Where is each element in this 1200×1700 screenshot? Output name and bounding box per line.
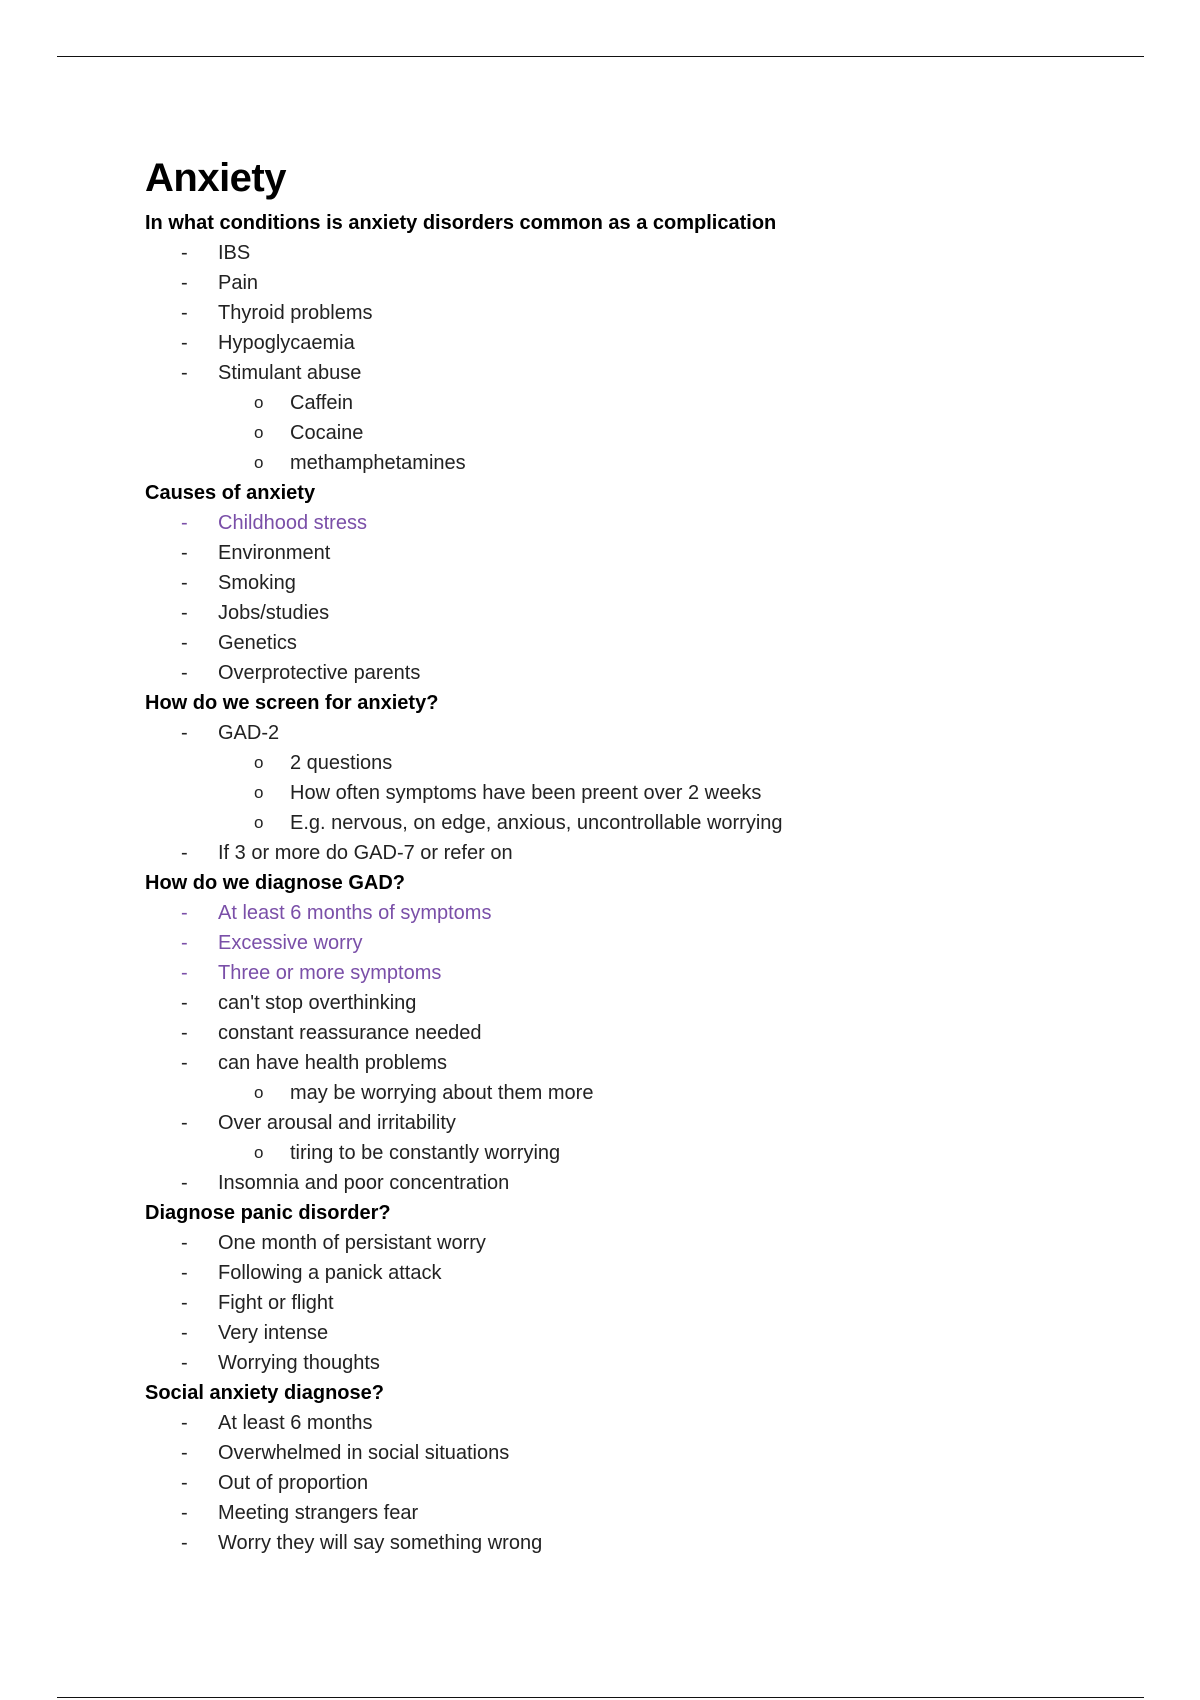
dash-bullet-icon: - (181, 1052, 188, 1074)
list-item (145, 358, 1105, 388)
list-item-text: Genetics (218, 632, 297, 654)
list-item (145, 1348, 1105, 1378)
section-heading: Causes of anxiety (145, 482, 316, 504)
dash-bullet-icon: - (181, 1292, 188, 1314)
list-item (145, 1258, 1105, 1288)
dash-bullet-icon: - (181, 1112, 188, 1134)
circle-bullet-icon: o (254, 393, 264, 412)
list-item-text: Over arousal and irritability (218, 1112, 456, 1134)
dash-bullet-icon: - (181, 1502, 188, 1524)
dash-bullet-icon: - (181, 542, 188, 564)
list-item (145, 658, 1105, 688)
sub-list-item (145, 388, 1105, 418)
dash-bullet-icon: - (181, 1022, 188, 1044)
dash-bullet-icon: - (181, 1262, 188, 1284)
header-rule (57, 56, 1144, 57)
list-item (145, 238, 1105, 268)
list-item-text: How often symptoms have been preent over 2 weeks (290, 782, 762, 804)
list-item (145, 508, 1105, 538)
list-item-text: At least 6 months of symptoms (218, 902, 492, 924)
circle-bullet-icon: o (254, 1143, 264, 1162)
dash-bullet-icon: - (181, 512, 188, 534)
dash-bullet-icon: - (181, 662, 188, 684)
footer-rule (57, 1697, 1144, 1698)
dash-bullet-icon: - (181, 1412, 188, 1434)
list-item-text: E.g. nervous, on edge, anxious, uncontrollable worrying (290, 812, 783, 834)
list-item-text: Environment (218, 542, 331, 564)
sub-list-item (145, 1078, 1105, 1108)
dash-bullet-icon: - (181, 332, 188, 354)
list-item-text: Out of proportion (218, 1472, 369, 1494)
dash-bullet-icon: - (181, 1322, 188, 1344)
dash-bullet-icon: - (181, 1172, 188, 1194)
list-item-text: Cocaine (290, 422, 364, 444)
dash-bullet-icon: - (181, 992, 188, 1014)
circle-bullet-icon: o (254, 753, 264, 772)
list-item (145, 838, 1105, 868)
section-heading: In what conditions is anxiety disorders common as a complication (145, 212, 777, 234)
list-item-text: can't stop overthinking (218, 992, 417, 1014)
list-item (145, 1048, 1105, 1078)
page-title: Anxiety (145, 156, 286, 200)
list-item (145, 1408, 1105, 1438)
list-item-text: methamphetamines (290, 452, 466, 474)
dash-bullet-icon: - (181, 1442, 188, 1464)
dash-bullet-icon: - (181, 1472, 188, 1494)
document-body (145, 148, 1105, 1558)
dash-bullet-icon: - (181, 722, 188, 744)
list-item-text: Childhood stress (218, 512, 367, 534)
list-item-text: Pain (218, 272, 259, 294)
list-item-text: IBS (218, 242, 251, 264)
list-item-text: Smoking (218, 572, 296, 594)
list-item-text: If 3 or more do GAD-7 or refer on (218, 842, 513, 864)
list-item-text: Three or more symptoms (218, 962, 442, 984)
list-item-text: Stimulant abuse (218, 362, 362, 384)
dash-bullet-icon: - (181, 1532, 188, 1554)
list-item (145, 628, 1105, 658)
list-item-text: Very intense (218, 1322, 329, 1344)
section-heading: Social anxiety diagnose? (145, 1382, 384, 1404)
list-item (145, 1168, 1105, 1198)
list-item-text: One month of persistant worry (218, 1232, 486, 1254)
list-item (145, 268, 1105, 298)
list-item-text: 2 questions (290, 752, 393, 774)
list-item-text: Insomnia and poor concentration (218, 1172, 510, 1194)
dash-bullet-icon: - (181, 932, 188, 954)
section-heading: How do we diagnose GAD? (145, 872, 406, 894)
list-item (145, 568, 1105, 598)
list-item (145, 1498, 1105, 1528)
list-item-text: Caffein (290, 392, 354, 414)
list-item (145, 328, 1105, 358)
dash-bullet-icon: - (181, 962, 188, 984)
dash-bullet-icon: - (181, 902, 188, 924)
sub-list-item (145, 418, 1105, 448)
dash-bullet-icon: - (181, 272, 188, 294)
dash-bullet-icon: - (181, 572, 188, 594)
dash-bullet-icon: - (181, 1232, 188, 1254)
dash-bullet-icon: - (181, 842, 188, 864)
list-item-text: Jobs/studies (218, 602, 330, 624)
dash-bullet-icon: - (181, 1352, 188, 1374)
sub-list-item (145, 448, 1105, 478)
list-item (145, 298, 1105, 328)
circle-bullet-icon: o (254, 423, 264, 442)
list-item (145, 1318, 1105, 1348)
list-item-text: can have health problems (218, 1052, 448, 1074)
section-heading: Diagnose panic disorder? (145, 1202, 391, 1224)
circle-bullet-icon: o (254, 813, 264, 832)
list-item-text: Worry they will say something wrong (218, 1532, 543, 1554)
list-item (145, 1288, 1105, 1318)
circle-bullet-icon: o (254, 1083, 264, 1102)
list-item (145, 928, 1105, 958)
list-item-text: Overwhelmed in social situations (218, 1442, 510, 1464)
list-item-text: Excessive worry (218, 932, 363, 954)
list-item (145, 1228, 1105, 1258)
dash-bullet-icon: - (181, 242, 188, 264)
dash-bullet-icon: - (181, 602, 188, 624)
sub-list-item (145, 1138, 1105, 1168)
list-item (145, 1528, 1105, 1558)
dash-bullet-icon: - (181, 632, 188, 654)
list-item (145, 718, 1105, 748)
dash-bullet-icon: - (181, 302, 188, 324)
list-item-text: tiring to be constantly worrying (290, 1142, 561, 1164)
list-item-text: Meeting strangers fear (218, 1502, 419, 1524)
list-item (145, 1438, 1105, 1468)
list-item (145, 538, 1105, 568)
circle-bullet-icon: o (254, 453, 264, 472)
list-item (145, 1468, 1105, 1498)
circle-bullet-icon: o (254, 783, 264, 802)
sub-list-item (145, 808, 1105, 838)
list-item (145, 598, 1105, 628)
list-item-text: At least 6 months (218, 1412, 373, 1434)
list-item-text: Following a panick attack (218, 1262, 442, 1284)
sub-list-item (145, 748, 1105, 778)
list-item-text: may be worrying about them more (290, 1082, 594, 1104)
section-heading: How do we screen for anxiety? (145, 692, 439, 714)
list-item-text: Worrying thoughts (218, 1352, 380, 1374)
list-item (145, 958, 1105, 988)
list-item-text: Thyroid problems (218, 302, 373, 324)
list-item (145, 988, 1105, 1018)
list-item-text: Hypoglycaemia (218, 332, 355, 354)
list-item-text: GAD-2 (218, 722, 280, 744)
list-item-text: constant reassurance needed (218, 1022, 482, 1044)
list-item (145, 898, 1105, 928)
list-item (145, 1108, 1105, 1138)
list-item-text: Overprotective parents (218, 662, 421, 684)
list-item (145, 1018, 1105, 1048)
notes-sections (145, 208, 1105, 1558)
sub-list-item (145, 778, 1105, 808)
dash-bullet-icon: - (181, 362, 188, 384)
list-item-text: Fight or flight (218, 1292, 334, 1314)
